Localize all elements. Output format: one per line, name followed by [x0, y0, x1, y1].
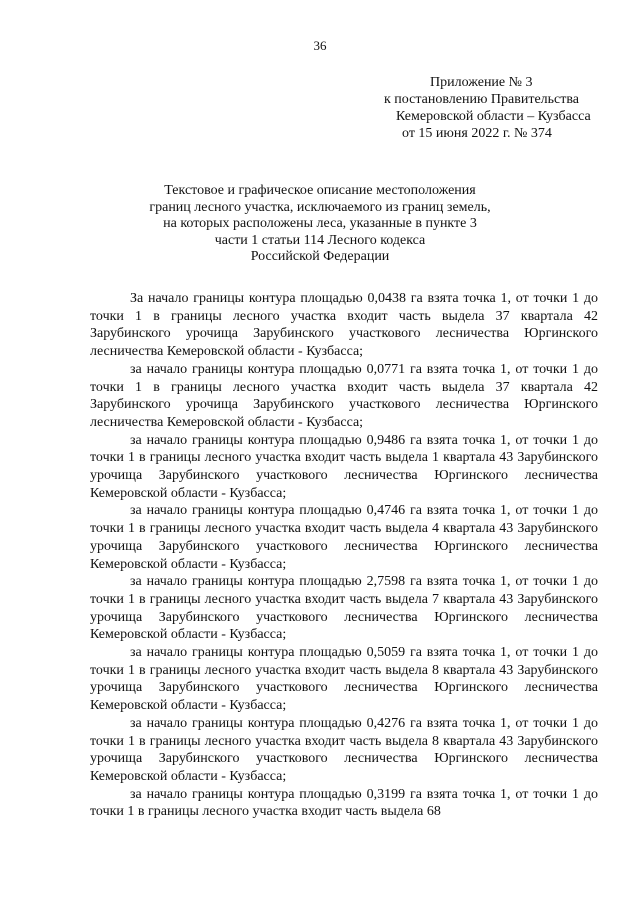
- document-title: [0, 183, 640, 266]
- appendix-header: [360, 74, 620, 142]
- paragraph-4: за начало границы контура площадью 0,4746 га взята точка 1, от точки 1 до точки 1 в границы лесного участка входит часть выдела 4 квартала 43 Зарубинского урочища Зарубинского участкового лесничества Юргинского лесничества Кемеровской области - Кузбасса;: [90, 503, 598, 572]
- paragraph-8: за начало границы контура площадью 0,3199 га взята точка 1, от точки 1 до точки 1 в границы лесного участка входит часть выдела 68: [90, 786, 598, 820]
- paragraph-3: за начало границы контура площадью 0,9486 га взята точка 1, от точки 1 до точки 1 в границы лесного участка входит часть выдела 1 квартала 43 Зарубинского урочища Зарубинского участкового лесничества Юргинского лесничества Кемеровской области - Кузбасса;: [90, 432, 598, 501]
- appendix-title: Приложение № 3: [430, 75, 533, 90]
- paragraph-6: за начало границы контура площадью 0,5059 га взята точка 1, от точки 1 до точки 1 в границы лесного участка входит часть выдела 8 квартала 43 Зарубинского урочища Зарубинского участкового лесничества Юргинского лесничества Кемеровской области - Кузбасса;: [90, 645, 598, 714]
- paragraph-5: за начало границы контура площадью 2,7598 га взята точка 1, от точки 1 до точки 1 в границы лесного участка входит часть выдела 7 квартала 43 Зарубинского урочища Зарубинского участкового лесничества Юргинского лесничества Кемеровской области - Кузбасса;: [90, 574, 598, 643]
- paragraph-7: за начало границы контура площадью 0,4276 га взята точка 1, от точки 1 до точки 1 в границы лесного участка входит часть выдела 8 квартала 43 Зарубинского урочища Зарубинского участкового лесничества Юргинского лесничества Кемеровской области - Кузбасса;: [90, 715, 598, 784]
- document-body: [90, 290, 598, 821]
- title-line-4: части 1 статьи 114 Лесного кодекса: [214, 232, 426, 248]
- title-line-2: границ лесного участка, исключаемого из границ земель,: [149, 199, 491, 215]
- page-number: 36: [313, 38, 327, 53]
- title-line-3: на которых расположены леса, указанные в пункте 3: [163, 216, 477, 232]
- appendix-resolution: к постановлению Правительства: [384, 92, 580, 107]
- appendix-region: Кемеровской области – Кузбасса: [396, 109, 591, 124]
- paragraph-2: за начало границы контура площадью 0,0771 га взята точка 1, от точки 1 до точки 1 в границы лесного участка входит часть выдела 37 квартала 42 Зарубинского урочища Зарубинского участкового лесничества Юргинского лесничества Кемеровской области - Кузбасса;: [90, 361, 598, 430]
- title-line-5: Российской Федерации: [250, 249, 390, 265]
- paragraph-1: За начало границы контура площадью 0,0438 га взята точка 1, от точки 1 до точки 1 в границы лесного участка входит часть выдела 37 квартала 42 Зарубинского урочища Зарубинского участкового лесничества Юргинского лесничества Кемеровской области - Кузбасса;: [90, 291, 598, 360]
- title-line-1: Текстовое и графическое описание местоположения: [164, 183, 476, 198]
- appendix-date: от 15 июня 2022 г. № 374: [402, 126, 552, 141]
